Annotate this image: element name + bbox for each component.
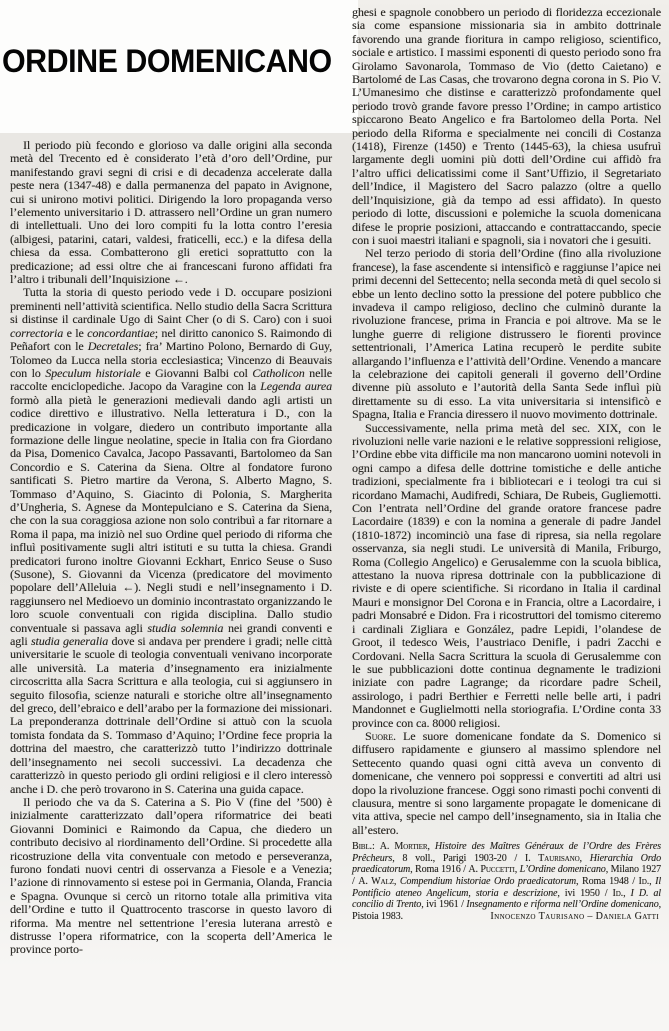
right-paragraph-2 bbox=[352, 247, 661, 421]
left-paragraph-3 bbox=[10, 796, 332, 957]
text-run: , ivi 1950 / bbox=[557, 887, 613, 899]
suore-heading: Suore. bbox=[365, 728, 396, 743]
text-run: ; fra’ Martino Polono, Bernardo di Guy, Tolomeo da Lucca nella storia ecclesiastica; Vincenzo di Beauvais con lo bbox=[10, 339, 332, 380]
text-run: A. Puccetti bbox=[468, 864, 515, 876]
text-run: I. Taurisano bbox=[524, 852, 580, 864]
bibliography bbox=[352, 841, 661, 922]
text-run: e le bbox=[63, 325, 88, 340]
text-run: Il periodo che va da S. Caterina a S. Pio V (fine del ’500) è inizialmente caratterizzato dall’opera riformatrice dei beati Giovanni Dominici e Raimondo da Capua, che diedero un contributo decisivo al riordinamento dell’Ordine. Si procedette alla ricostruzione della vita conventuale con metodo e perseveranza, furono fondati nuovi centri di osservanza a Fiesole e a Venezia; l’azione di rinnovamento si estese poi in Germania, Olanda, Francia e Spagna. Ovunque si cercò un ritorno totale alla primitiva vita dell’Ordine e tutto il Quattrocento trascorse in questo lavoro di riforma. Ma mentre nel settentrione l’eresia luterana arrestò e distrusse l’opera riformatrice, con la scoperta dell’America le province porto- bbox=[10, 794, 332, 957]
text-run: Decretales bbox=[87, 339, 139, 354]
text-run: Il Pontificio ateneo Angelicum, storia e descrizione bbox=[352, 875, 662, 899]
text-run: Id. bbox=[638, 875, 650, 887]
text-run: Catholicon bbox=[252, 365, 305, 380]
right-paragraph-1 bbox=[352, 6, 661, 247]
text-run: ; nel diritto canonico S. Raimondo di Peñafort con le bbox=[10, 325, 332, 354]
text-run: Il periodo più fecondo e glorioso va dalle origini alla seconda metà del Trecento ed è considerato l’età d’oro dell’Ordine, pur manifestando gravi segni di crisi e di decadenza accelerate dalla peste nera (1347-48) e dalla permanenza del papato in Avignone, cui si unirono motivi politici. Dirigendo la loro propaganda verso l’elemento universitario i D. attrassero nell’Ordine un gran numero di intellettuali. Uno dei loro compiti fu la lotta contro l’eresia (albigesi, patarini, catari, valdesi, fraticelli, ecc.) e la difesa della chiesa da essa. Combatterono gli eretici soprattutto con la predicazione; ad essi oltre che ai francescani furono affidati fra l’altro i tribunali dell’Inquisizione ←. bbox=[10, 138, 332, 287]
left-paragraph-2 bbox=[10, 286, 332, 795]
text-run: , bbox=[393, 875, 400, 887]
text-run: Speculum historiale bbox=[45, 365, 141, 380]
text-run: Insegnamento e riforma nell’Ordine domenicano bbox=[466, 899, 659, 911]
text-run: , bbox=[514, 864, 520, 876]
bibl-label: Bibl. bbox=[352, 841, 372, 853]
text-run: Compendium historiae Ordo praedicatorum bbox=[399, 875, 577, 887]
text-run: Nel terzo periodo di storia dell’Ordine (fino alla rivoluzione francese), la fase ascendente si intensificò e raggiunse l’apice nei primi decenni del Settecento; nella seconda metà di quel secolo si ebbe un lento declino sotto la pressione del potere pubblico che invadeva il campo religioso, declino che culminò durante la rivoluzione francese, prima in Francia e poi altrove. Ma se le lunghe guerre di religione distrussero le fiorenti province settentrionali, l’America Latina recuperò le perdite subite allargando l’influenza e l’attività dell’Ordine. Venendo a mancare la celebrazione dei capitoli generali il governo dell’Ordine divenne più assoluto e l’autorità della Santa Sede influì più direttamente su di esso. La vita universitaria si intensificò e Spagna, Italia e Francia diressero il nuovo movimento dottrinale. bbox=[352, 246, 661, 422]
right-column-text bbox=[352, 6, 661, 837]
text-run: , bbox=[623, 887, 631, 899]
text-run: A. Mortier bbox=[379, 841, 428, 853]
text-run: Id. bbox=[612, 887, 624, 899]
right-column bbox=[352, 6, 661, 922]
text-run: Tutta la storia di questo periodo vede i D. occupare posizioni preminenti nell’attività scientifica. Nello studio della Sacra Scrittura si distinse il cardinale Ugo di Saint Cher (o di S. Caro) con i suoi bbox=[10, 285, 332, 327]
text-run: Legenda aurea bbox=[260, 379, 332, 394]
article-title: ORDINE DOMENICANO bbox=[2, 43, 332, 79]
right-paragraph-3 bbox=[352, 422, 661, 730]
title-box bbox=[0, 0, 358, 133]
text-run: L’Ordine domenicano bbox=[519, 864, 606, 876]
text-run: , 8 voll., Parigi 1903-20 / bbox=[392, 852, 525, 864]
text-run: dove si andava per prendere i gradi; nelle città universitarie le scuole di teologia conventuali venivano incorporate alle università. La materia d’insegnamento era inizialmente circoscritta alla Sacra Scrittura e alla teologia, cui si aggiunsero in seguito filosofia, scienze naturali e storiche oltre all’insegnamento del greco, dell’ebraico e dell’arabo per la formazione dei missionari. La preponderanza dottrinale dell’Ordine si attuò con la scuola tomista fondata da S. Tommaso d’Aquino; l’Ordine fece propria la dottrina del maestro, che caratterizzò tutto l’indirizzo dottrinale dell’insegnamento nei secoli successivi. La decadenza che caratterizzò in questo periodo gli ordini religiosi e il clero interessò anche i D. che però trovarono in S. Caterina una guida capace. bbox=[10, 634, 332, 796]
text-run: Histoire des Maîtres Généraux de l’Ordre des Frères Prêcheurs bbox=[352, 841, 661, 864]
left-paragraph-1 bbox=[10, 139, 332, 286]
text-run: , ivi 1961 / bbox=[421, 899, 467, 911]
text-run: studia generalia bbox=[30, 634, 109, 649]
text-run: concordantiae bbox=[87, 325, 155, 340]
byline: Innocenzo Taurisano – Daniela Gatti bbox=[490, 910, 659, 922]
text-run: Successivamente, nella prima metà del sec. XIX, con le rivoluzioni nelle varie nazioni e le relative soppressioni religiose, l’Ordine ebbe vita difficile ma non mancarono uomini notevoli in ogni campo a difesa delle dottrine tomistiche e delle antiche tradizioni, specialmente fra i bibliotecari e i teologi tra cui si ricordano Mamachi, Audifredi, Schiara, De Rubeis, Gugliemotti. Con l’entrata nell’Ordine del grande oratore francese padre Lacordaire (1839) e con la nomina a generale di padre Jandel (1810-1872) incominciò una fase di ripresa, sia nella regolare osservanza, sia negli studi. Le università di Manila, Friburgo, Roma (Collegio Angelico) e Gerusalemme con la scuola biblica, attestano la nuova ripresa dottrinale con la pubblicazione di riviste e di opere scientifiche. Si ricordano in Italia il cardinal Mauri e monsignor Del Corona e in Francia, oltre a Lacordaire, i padri Monsabré e Didon. Fra i ricostruttori del tomismo citeremo i cardinali Zigliara e González, padre Lepidi, l’olandese de Groot, il tedesco Weis, l’austriaco Denifle, i padri Zacchi e Cordovani. Nella Sacra Scrittura la scuola di Gerusalemme con le sue pubblicazioni dotte continua degnamente le tradizioni iniziate con padre Lagrange; da ricordare padre Scheil, assirologo, i padri Berthier e Ferretti nelle belle arti, i padri Mandonnet e Guglielmotti nella storiografia. L’Ordine conta 33 province con ca. 8000 religiosi. bbox=[352, 420, 661, 730]
text-run: , Milano 1927 / bbox=[352, 864, 661, 887]
text-run: , Pistoia 1983. bbox=[352, 899, 662, 922]
text-run: Le suore domenicane fondate da S. Domenico si diffusero rapidamente e giunsero al massimo splendore nel Settecento quando quasi ogni città aveva un convento di domenicane, che vennero poi soppressi e convertiti ad altri usi dopo la rivoluzione francese. Oggi sono rimasti pochi conventi di clausura, mentre si sono largamente propagate le domenicane di vita attiva, specie nel campo dell’insegnamento, sia in Italia che all’estero. bbox=[352, 728, 661, 837]
text-run: , Roma 1916 / bbox=[410, 864, 469, 876]
text-run: nelle raccolte enciclopediche. Jacopo da Varagine con la bbox=[10, 365, 332, 394]
text-run: ghesi e spagnole conobbero un periodo di floridezza eccezionale sia come espansione missionaria sia in ambito dottrinale favorendo una grande fioritura in campo religioso, scientifico, sociale e artistico. I massimi esponenti di questo periodo sono fra Girolamo Savonarola, Tommaso de Vio (detto Caietano) e Bartolomé de Las Casas, che trovarono degna corona in S. Pio V. L’Umanesimo che distinse e caratterizzò profondamente quel periodo trovò grande favore presso l’Ordine; in campo artistico spiccarono Beato Angelico e fra Bartolomeo della Porta. Nel periodo della Riforma e specialmente nei concili di Costanza (1418), Firenze (1450) e Trento (1445-63), la chiesa usufruì largamente degli uomini più dotti dell’Ordine cui affidò fra l’altro uffici delicatissimi come il Sant’Uffizio, il Segretariato dell’Indice, il Magistero del Sacro palazzo (oltre a quello dell’Inquisizione, già da tempo ad essi affidato). In questo periodo di lotte, discussioni e polemiche la scuola domenicana difese le proprie posizioni, attaccando e contrattaccando, specie con i suoi maestri italiani e spagnoli, sia i novatori che i gesuiti. bbox=[352, 5, 661, 247]
text-run: , bbox=[427, 841, 435, 853]
bibliography-paragraph bbox=[352, 841, 661, 922]
text-run: , Roma 1948 / bbox=[576, 875, 639, 887]
text-run: e Giovanni Balbi col bbox=[140, 365, 253, 380]
text-run: studia solemnia bbox=[147, 620, 224, 635]
text-run: , bbox=[579, 852, 590, 864]
text-run: correctoria bbox=[10, 325, 64, 340]
text-run: A. Walz bbox=[358, 875, 394, 887]
text-run: , bbox=[649, 875, 656, 887]
text-run: I D. al concilio di Trento bbox=[352, 887, 661, 911]
text-run: Hierarchia Ordo praedicatorum bbox=[352, 852, 661, 876]
text-run: : bbox=[371, 841, 380, 853]
right-paragraph-suore bbox=[352, 730, 661, 837]
left-column bbox=[10, 139, 332, 957]
text-run: formò alla pietà le generazioni medievali dando agli artisti un codice direttivo e illustrativo. Nella letteratura i D., con la predicazione in volgare, diedero un contributo importante alla formazione delle lingue neolatine, specie in Italia con fra Giordano da Pisa, Domenico Cavalca, Jacopo Passavanti, Bartolomeo da San Concordio e S. Caterina da Siena. Oltre al fondatore furono santificati S. Pietro martire da Verona, S. Alberto Magno, S. Tommaso d’Aquino, S. Giacinto di Polonia, S. Margherita d’Ungheria, S. Agnese da Montepulciano e S. Caterina da Siena, che con la sua coraggiosa azione non solo contribuì a far ritornare a Roma il papa, ma iniziò nel suo Ordine quel periodo di riforma che influì positivamente sugli altri istituti e su tutta la chiesa. Grandi predicatori furono inoltre Giovanni Eckhart, Enrico Seuse o Suso (Susone), S. Giovanni da Vicenza (predicatore del movimento popolare dell’Alleluia ←). Negli studi e nell’insegnamento i D. raggiunsero nel Medioevo un dominio incontrastato organizzando le loro scuole conventuali con rigida disciplina. Dallo studio conventuale si passava agli bbox=[10, 392, 332, 635]
text-run: nei grandi conventi e agli bbox=[10, 620, 332, 649]
